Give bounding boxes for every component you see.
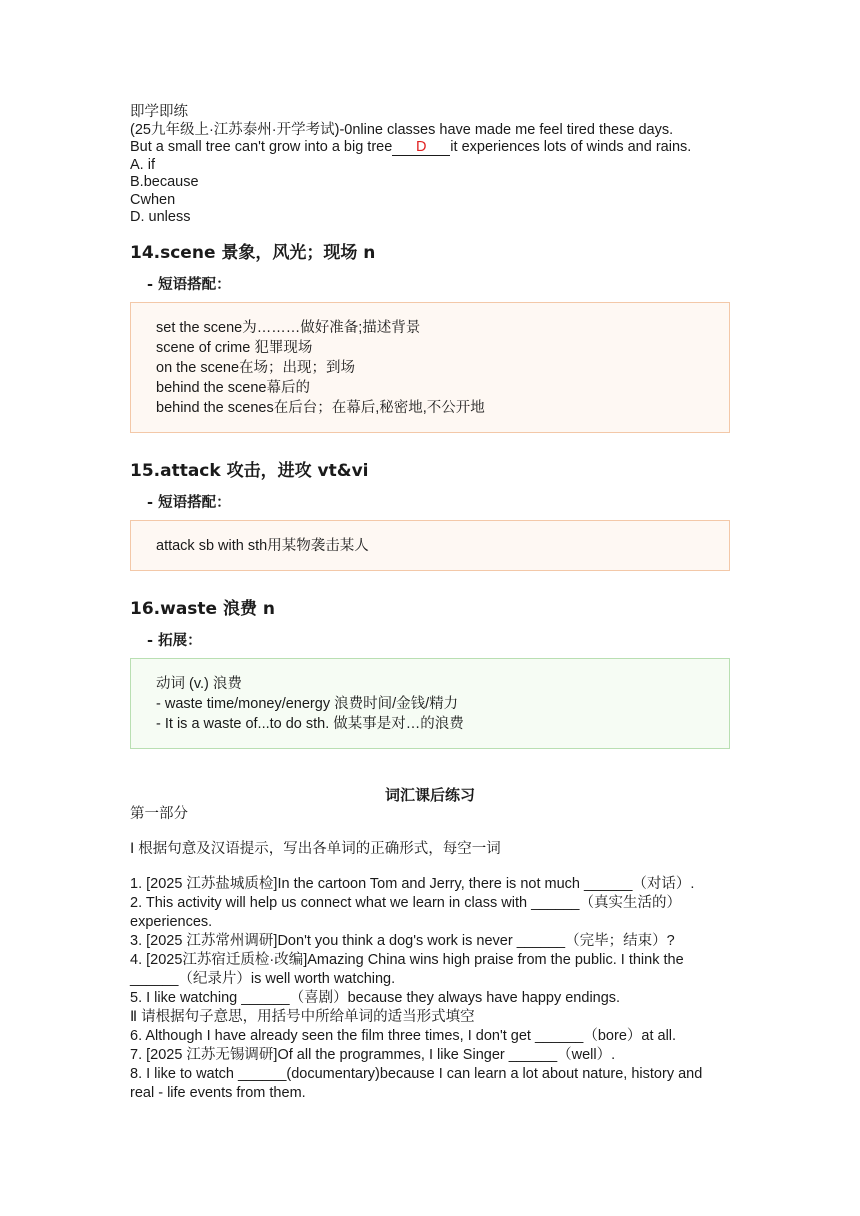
section-2-instruction: Ⅱ 请根据句子意思，用括号中所给单词的适当形式填空 [130,1008,475,1025]
phrase-line: on the scene在场；出现；到场 [156,359,356,376]
entry-heading-waste: 16.waste 浪费 n [130,598,276,619]
entry-heading-scene: 14.scene 景象，风光；现场 n [130,242,376,263]
entry-sub-scene: - 短语搭配： [147,276,231,293]
option-a: A. if [130,156,155,173]
practice-label: 即学即练 [130,104,188,120]
extension-line: - It is a waste of...to do sth. 做某事是对…的浪费 [156,715,464,732]
entry-sub-waste: - 拓展： [147,632,202,649]
exercise-item: real - life events from them. [130,1084,306,1101]
question-line-2: But a small tree can't grow into a big tree D it experiences lots of winds and rains. [130,139,692,155]
phrase-line: set the scene为………做好准备;描述背景 [156,319,421,336]
phrase-line: behind the scenes在后台；在幕后,秘密地,不公开地 [156,399,485,416]
phrase-box-scene [130,302,730,433]
exercise-item: 8. I like to watch ______(documentary)because I can learn a lot about nature, history and [130,1065,703,1082]
exercise-item: 5. I like watching ______（喜剧）because they always have happy endings. [130,989,621,1006]
option-b: B.because [130,174,199,190]
answer-blank: D [392,140,450,156]
phrase-line: behind the scene幕后的 [156,379,310,396]
option-c: Cwhen [130,191,176,208]
entry-heading-attack: 15.attack 攻击，进攻 vt&vi [130,460,369,481]
option-d: D. unless [130,209,191,225]
exercise-item: 7. [2025 江苏无锡调研]Of all the programmes, I like Singer ______（well）. [130,1046,616,1063]
exercise-item: 3. [2025 江苏常州调研]Don't you think a dog's work is never ______（完毕；结束）? [130,932,675,949]
phrase-line: scene of crime 犯罪现场 [156,339,313,356]
exercise-item: 2. This activity will help us connect what we learn in class with ______（真实生活的） [130,894,681,911]
entry-sub-attack: - 短语搭配： [147,494,231,511]
exercise-part: 第一部分 [130,805,188,822]
exercise-item: experiences. [130,913,213,930]
exercise-item: 6. Although I have already seen the film three times, I don't get ______（bore）at all. [130,1027,677,1044]
extension-line: - waste time/money/energy 浪费时间/金钱/精力 [156,695,459,712]
document-page [130,104,730,1103]
question-line-1: (25九年级上·江苏泰州·开学考试)-0nline classes have made me feel tired these days. [130,121,674,138]
exercise-title: 词汇课后练习 [384,785,475,804]
phrase-box-attack [130,520,730,571]
phrase-line: attack sb with sth用某物袭击某人 [156,537,369,554]
exercise-item: ______（纪录片）is well worth watching. [130,970,396,987]
exercise-item: 4. [2025江苏宿迁质检·改编]Amazing China wins high praise from the public. I think the [130,951,684,968]
section-1-instruction: Ⅰ 根据句意及汉语提示，写出各单词的正确形式，每空一词 [130,840,501,857]
extension-box-waste [130,658,730,749]
extension-line: 动词 (v.) 浪费 [156,675,242,692]
exercise-item: 1. [2025 江苏盐城质检]In the cartoon Tom and Jerry, there is not much ______（对话）. [130,875,695,892]
